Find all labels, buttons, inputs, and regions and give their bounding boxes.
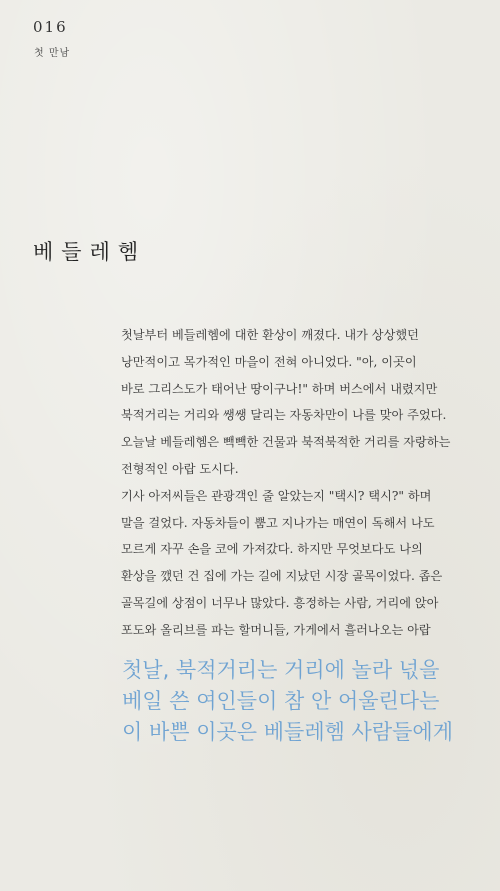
pull-quote-line: 첫날, 북적거리는 거리에 놀라 넋을: [122, 658, 440, 682]
body-line: 북적거리는 거리와 쌩쌩 달리는 자동차만이 나를 맞아 주었다.: [121, 408, 447, 423]
body-line: 전형적인 아랍 도시다.: [121, 461, 239, 476]
body-line: 말을 걸었다. 자동차들이 뿜고 지나가는 매연이 독해서 나도: [121, 515, 435, 530]
body-line: 환상을 깼던 건 집에 가는 길에 지났던 시장 골목이었다. 좁은: [121, 569, 443, 584]
body-line: 오늘날 베들레헴은 빽빽한 건물과 북적북적한 거리를 자랑하는: [121, 435, 451, 450]
page-number: 016: [33, 18, 68, 36]
pull-quote: [122, 655, 500, 748]
body-line: 첫날부터 베들레헴에 대한 환상이 깨졌다. 내가 상상했던: [121, 328, 419, 342]
running-head: 첫 만남: [34, 48, 71, 59]
body-line: 낭만적이고 목가적인 마을이 전혀 아니었다. "아, 이곳이: [121, 354, 417, 369]
body-paragraph: [121, 322, 473, 644]
pull-quote-line: 이 바쁜 이곳은 베들레헴 사람들에게: [122, 720, 453, 744]
chapter-title: 베들레헴: [33, 240, 147, 265]
body-line: 바로 그리스도가 태어난 땅이구나!" 하며 버스에서 내렸지만: [121, 381, 438, 396]
body-line: 골목길에 상점이 너무나 많았다. 흥정하는 사람, 거리에 앉아: [121, 595, 439, 610]
pull-quote-line: 베일 쓴 여인들이 참 안 어울린다는: [122, 689, 440, 713]
body-line: 모르게 자꾸 손을 코에 가져갔다. 하지만 무엇보다도 나의: [121, 542, 423, 557]
body-line: 포도와 올리브를 파는 할머니들, 가게에서 흘러나오는 아랍: [121, 622, 431, 637]
body-line: 기사 아저씨들은 관광객인 줄 알았는지 "택시? 택시?" 하며: [121, 488, 432, 503]
